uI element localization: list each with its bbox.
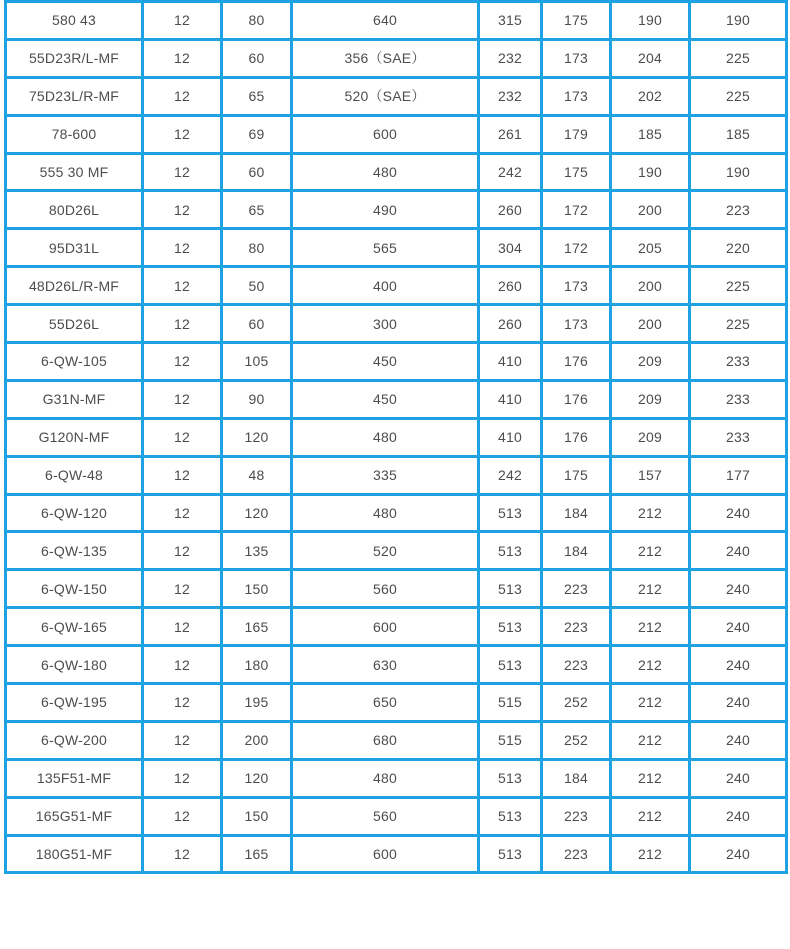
table-cell: 173 xyxy=(542,77,611,115)
table-cell: 190 xyxy=(690,2,787,40)
table-cell: 580 43 xyxy=(6,2,143,40)
table-cell: 242 xyxy=(479,456,542,494)
table-cell: 212 xyxy=(611,721,690,759)
table-cell: 48 xyxy=(222,456,292,494)
table-cell: 184 xyxy=(542,532,611,570)
table-row xyxy=(6,191,787,229)
table-row xyxy=(6,759,787,797)
table-cell: G120N-MF xyxy=(6,418,143,456)
table-cell: 80 xyxy=(222,2,292,40)
table-cell: 555 30 MF xyxy=(6,153,143,191)
table-cell: 6-QW-120 xyxy=(6,494,143,532)
table-row xyxy=(6,494,787,532)
table-cell: 223 xyxy=(690,191,787,229)
table-cell: 202 xyxy=(611,77,690,115)
table-row xyxy=(6,684,787,722)
table-cell: 240 xyxy=(690,608,787,646)
table-cell: 12 xyxy=(143,77,222,115)
table-cell: 165G51-MF xyxy=(6,797,143,835)
table-cell: 180 xyxy=(222,646,292,684)
table-cell: 185 xyxy=(611,115,690,153)
table-cell: 120 xyxy=(222,494,292,532)
table-cell: 172 xyxy=(542,229,611,267)
table-cell: 242 xyxy=(479,153,542,191)
table-cell: 450 xyxy=(292,343,479,381)
table-cell: 105 xyxy=(222,343,292,381)
table-row xyxy=(6,835,787,873)
table-row xyxy=(6,77,787,115)
table-cell: 190 xyxy=(611,153,690,191)
table-cell: 513 xyxy=(479,570,542,608)
table-cell: 410 xyxy=(479,380,542,418)
table-cell: 223 xyxy=(542,570,611,608)
table-cell: 304 xyxy=(479,229,542,267)
table-cell: 176 xyxy=(542,418,611,456)
table-cell: 120 xyxy=(222,759,292,797)
table-cell: 157 xyxy=(611,456,690,494)
table-cell: 65 xyxy=(222,191,292,229)
table-cell: 6-QW-180 xyxy=(6,646,143,684)
table-cell: 600 xyxy=(292,115,479,153)
table-cell: 240 xyxy=(690,494,787,532)
table-row xyxy=(6,608,787,646)
table-cell: 90 xyxy=(222,380,292,418)
table-cell: 60 xyxy=(222,305,292,343)
table-cell: 513 xyxy=(479,759,542,797)
table-cell: 205 xyxy=(611,229,690,267)
table-cell: 233 xyxy=(690,343,787,381)
table-cell: 180G51-MF xyxy=(6,835,143,873)
table-cell: 6-QW-195 xyxy=(6,684,143,722)
table-cell: 209 xyxy=(611,418,690,456)
table-cell: 209 xyxy=(611,380,690,418)
table-cell: 12 xyxy=(143,494,222,532)
table-cell: 240 xyxy=(690,721,787,759)
table-cell: 175 xyxy=(542,456,611,494)
table-cell: 65 xyxy=(222,77,292,115)
table-cell: 55D23R/L-MF xyxy=(6,39,143,77)
table-cell: 12 xyxy=(143,646,222,684)
table-cell: 6-QW-200 xyxy=(6,721,143,759)
table-cell: 212 xyxy=(611,494,690,532)
table-cell: 209 xyxy=(611,343,690,381)
table-cell: 240 xyxy=(690,797,787,835)
table-row xyxy=(6,797,787,835)
table-row xyxy=(6,380,787,418)
table-cell: 177 xyxy=(690,456,787,494)
table-cell: 12 xyxy=(143,608,222,646)
table-cell: 410 xyxy=(479,418,542,456)
table-cell: 223 xyxy=(542,646,611,684)
table-row xyxy=(6,646,787,684)
table-cell: 240 xyxy=(690,532,787,570)
table-cell: 12 xyxy=(143,418,222,456)
table-cell: 200 xyxy=(611,191,690,229)
table-cell: 12 xyxy=(143,343,222,381)
table-cell: 212 xyxy=(611,646,690,684)
table-cell: 640 xyxy=(292,2,479,40)
table-cell: 252 xyxy=(542,684,611,722)
table-cell: 12 xyxy=(143,229,222,267)
table-cell: 12 xyxy=(143,39,222,77)
table-cell: 12 xyxy=(143,115,222,153)
table-row xyxy=(6,115,787,153)
table-cell: 175 xyxy=(542,2,611,40)
table-cell: 50 xyxy=(222,267,292,305)
table-cell: 212 xyxy=(611,532,690,570)
table-cell: 190 xyxy=(611,2,690,40)
table-cell: 212 xyxy=(611,835,690,873)
table-cell: 55D26L xyxy=(6,305,143,343)
table-cell: 12 xyxy=(143,456,222,494)
table-cell: 260 xyxy=(479,191,542,229)
table-cell: G31N-MF xyxy=(6,380,143,418)
table-cell: 515 xyxy=(479,684,542,722)
table-cell: 335 xyxy=(292,456,479,494)
table-cell: 410 xyxy=(479,343,542,381)
table-cell: 565 xyxy=(292,229,479,267)
table-cell: 480 xyxy=(292,494,479,532)
table-cell: 261 xyxy=(479,115,542,153)
table-cell: 212 xyxy=(611,608,690,646)
table-cell: 252 xyxy=(542,721,611,759)
table-cell: 223 xyxy=(542,835,611,873)
table-cell: 480 xyxy=(292,153,479,191)
table-row xyxy=(6,229,787,267)
table-cell: 12 xyxy=(143,191,222,229)
table-cell: 225 xyxy=(690,39,787,77)
table-cell: 165 xyxy=(222,835,292,873)
table-cell: 172 xyxy=(542,191,611,229)
table-cell: 6-QW-135 xyxy=(6,532,143,570)
table-cell: 165 xyxy=(222,608,292,646)
table-cell: 513 xyxy=(479,646,542,684)
table-cell: 260 xyxy=(479,267,542,305)
table-cell: 513 xyxy=(479,532,542,570)
table-cell: 179 xyxy=(542,115,611,153)
table-cell: 80 xyxy=(222,229,292,267)
battery-spec-table xyxy=(4,0,788,874)
table-cell: 680 xyxy=(292,721,479,759)
table-cell: 173 xyxy=(542,39,611,77)
table-cell: 240 xyxy=(690,684,787,722)
table-cell: 173 xyxy=(542,267,611,305)
table-cell: 212 xyxy=(611,570,690,608)
table-cell: 232 xyxy=(479,39,542,77)
table-cell: 185 xyxy=(690,115,787,153)
table-cell: 75D23L/R-MF xyxy=(6,77,143,115)
table-cell: 60 xyxy=(222,153,292,191)
table-cell: 12 xyxy=(143,153,222,191)
table-cell: 135F51-MF xyxy=(6,759,143,797)
table-cell: 560 xyxy=(292,797,479,835)
table-cell: 480 xyxy=(292,759,479,797)
table-row xyxy=(6,721,787,759)
table-cell: 240 xyxy=(690,835,787,873)
table-cell: 232 xyxy=(479,77,542,115)
table-cell: 233 xyxy=(690,418,787,456)
table-cell: 240 xyxy=(690,759,787,797)
table-cell: 560 xyxy=(292,570,479,608)
table-cell: 450 xyxy=(292,380,479,418)
table-cell: 513 xyxy=(479,797,542,835)
table-cell: 195 xyxy=(222,684,292,722)
table-cell: 12 xyxy=(143,721,222,759)
table-cell: 600 xyxy=(292,835,479,873)
table-cell: 120 xyxy=(222,418,292,456)
table-cell: 630 xyxy=(292,646,479,684)
table-cell: 12 xyxy=(143,305,222,343)
table-cell: 12 xyxy=(143,267,222,305)
table-cell: 260 xyxy=(479,305,542,343)
table-cell: 200 xyxy=(611,267,690,305)
table-row xyxy=(6,305,787,343)
table-cell: 78-600 xyxy=(6,115,143,153)
table-cell: 240 xyxy=(690,646,787,684)
table-cell: 240 xyxy=(690,570,787,608)
table-row xyxy=(6,570,787,608)
table-cell: 60 xyxy=(222,39,292,77)
table-cell: 233 xyxy=(690,380,787,418)
table-cell: 212 xyxy=(611,684,690,722)
table-cell: 300 xyxy=(292,305,479,343)
table-cell: 6-QW-150 xyxy=(6,570,143,608)
table-cell: 200 xyxy=(222,721,292,759)
table-cell: 173 xyxy=(542,305,611,343)
table-cell: 12 xyxy=(143,759,222,797)
table-cell: 12 xyxy=(143,2,222,40)
table-cell: 513 xyxy=(479,494,542,532)
table-row xyxy=(6,456,787,494)
table-row xyxy=(6,153,787,191)
table-cell: 513 xyxy=(479,608,542,646)
table-cell: 176 xyxy=(542,343,611,381)
table-cell: 150 xyxy=(222,797,292,835)
table-cell: 12 xyxy=(143,380,222,418)
table-cell: 6-QW-105 xyxy=(6,343,143,381)
table-cell: 6-QW-165 xyxy=(6,608,143,646)
table-cell: 515 xyxy=(479,721,542,759)
table-cell: 184 xyxy=(542,759,611,797)
table-cell: 200 xyxy=(611,305,690,343)
table-cell: 12 xyxy=(143,684,222,722)
table-cell: 12 xyxy=(143,532,222,570)
table-row xyxy=(6,343,787,381)
table-cell: 212 xyxy=(611,797,690,835)
table-cell: 650 xyxy=(292,684,479,722)
table-cell: 204 xyxy=(611,39,690,77)
table-cell: 225 xyxy=(690,77,787,115)
table-cell: 356（SAE） xyxy=(292,39,479,77)
table-cell: 225 xyxy=(690,267,787,305)
table-row xyxy=(6,532,787,570)
table-cell: 48D26L/R-MF xyxy=(6,267,143,305)
table-cell: 520 xyxy=(292,532,479,570)
table-row xyxy=(6,2,787,40)
table-cell: 95D31L xyxy=(6,229,143,267)
table-cell: 176 xyxy=(542,380,611,418)
table-cell: 223 xyxy=(542,608,611,646)
table-body xyxy=(6,0,787,873)
table-cell: 480 xyxy=(292,418,479,456)
table-cell: 513 xyxy=(479,835,542,873)
table-cell: 175 xyxy=(542,153,611,191)
table-cell: 150 xyxy=(222,570,292,608)
table-cell: 184 xyxy=(542,494,611,532)
table-cell: 220 xyxy=(690,229,787,267)
table-row xyxy=(6,39,787,77)
table-cell: 520（SAE） xyxy=(292,77,479,115)
table-cell: 12 xyxy=(143,797,222,835)
table-cell: 190 xyxy=(690,153,787,191)
table-cell: 212 xyxy=(611,759,690,797)
table-cell: 225 xyxy=(690,305,787,343)
table-cell: 490 xyxy=(292,191,479,229)
table-cell: 135 xyxy=(222,532,292,570)
table-cell: 600 xyxy=(292,608,479,646)
table-cell: 315 xyxy=(479,2,542,40)
table-row xyxy=(6,267,787,305)
table-cell: 6-QW-48 xyxy=(6,456,143,494)
table-cell: 400 xyxy=(292,267,479,305)
table-cell: 12 xyxy=(143,835,222,873)
table-row xyxy=(6,418,787,456)
table-cell: 69 xyxy=(222,115,292,153)
table-cell: 12 xyxy=(143,570,222,608)
table-cell: 223 xyxy=(542,797,611,835)
table-cell: 80D26L xyxy=(6,191,143,229)
